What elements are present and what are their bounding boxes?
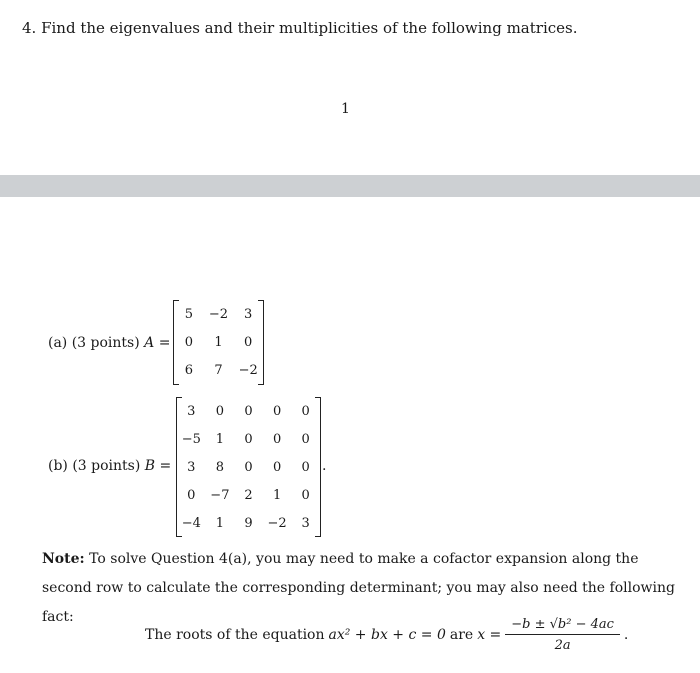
matrix-cell: 0 xyxy=(244,334,253,350)
matrix-cell: 1 xyxy=(215,515,225,531)
matrix-cell: 0 xyxy=(301,459,310,475)
formula-denominator: 2a xyxy=(554,638,571,653)
matrix-cell: 0 xyxy=(272,403,282,419)
formula-numerator: −b ± √b² − 4ac xyxy=(505,617,620,635)
part-b-label xyxy=(48,458,171,474)
page-number: 1 xyxy=(341,101,350,117)
matrix-cell: 2 xyxy=(244,487,253,503)
matrix-cell: −4 xyxy=(181,515,201,531)
matrix-cell: 5 xyxy=(184,306,193,322)
matrix-cell: 0 xyxy=(301,487,310,503)
matrix-cell: −2 xyxy=(238,363,258,379)
formula-equation: ax² + bx + c = 0 xyxy=(328,627,446,643)
matrix-cell: 3 xyxy=(301,515,310,531)
matrix-cell: 3 xyxy=(187,459,196,475)
matrix-cell: 1 xyxy=(272,487,282,503)
matrix-cell: 0 xyxy=(301,431,310,447)
matrix-cell: 3 xyxy=(244,306,253,322)
part-b-variable: B xyxy=(144,458,156,474)
note-text: To solve Question 4(a), you may need to make a cofactor expansion along the second row to calculate the corresponding determinant; you may also need the following fact: xyxy=(42,551,675,625)
matrix-cell: 0 xyxy=(187,487,196,503)
formula-period: . xyxy=(623,627,629,643)
part-a-points: (a) (3 points) xyxy=(48,335,140,351)
part-a-variable: A xyxy=(144,335,155,351)
matrix-cell: 9 xyxy=(244,515,253,531)
matrix-cell: −2 xyxy=(267,515,287,531)
page-divider xyxy=(0,175,700,197)
formula-lhs: x = xyxy=(477,627,502,643)
matrix-cell: −5 xyxy=(181,431,201,447)
matrix-cell: 0 xyxy=(184,334,193,350)
question-text: 4. Find the eigenvalues and their multiplicities of the following matrices. xyxy=(22,19,578,37)
matrix-cell: 1 xyxy=(214,334,223,350)
matrix-cell: 0 xyxy=(244,459,253,475)
formula-fraction xyxy=(505,617,620,653)
part-a-label xyxy=(48,335,170,351)
matrix-cell: −2 xyxy=(208,306,229,322)
matrix-cell: 6 xyxy=(184,363,193,379)
matrix-a xyxy=(173,300,264,385)
matrix-cell: 7 xyxy=(214,363,223,379)
matrix-cell: 0 xyxy=(301,403,310,419)
matrix-cell: 0 xyxy=(272,431,282,447)
formula-are: are xyxy=(449,627,474,643)
matrix-cell: 1 xyxy=(215,431,225,447)
matrix-cell: 0 xyxy=(215,403,225,419)
matrix-b-period: . xyxy=(322,458,327,474)
quadratic-formula xyxy=(145,617,628,653)
part-b-equals: = xyxy=(159,458,172,474)
matrix-b xyxy=(176,397,321,537)
matrix-cell: 3 xyxy=(187,403,196,419)
matrix-cell: 0 xyxy=(244,403,253,419)
matrix-cell: 0 xyxy=(272,459,282,475)
note-label: Note: xyxy=(42,551,85,567)
matrix-cell: 8 xyxy=(215,459,225,475)
part-b-points: (b) (3 points) xyxy=(48,458,141,474)
matrix-cell: 0 xyxy=(244,431,253,447)
formula-lead: The roots of the equation xyxy=(145,627,325,643)
matrix-cell: −7 xyxy=(210,487,230,503)
part-a-equals: = xyxy=(158,335,171,351)
